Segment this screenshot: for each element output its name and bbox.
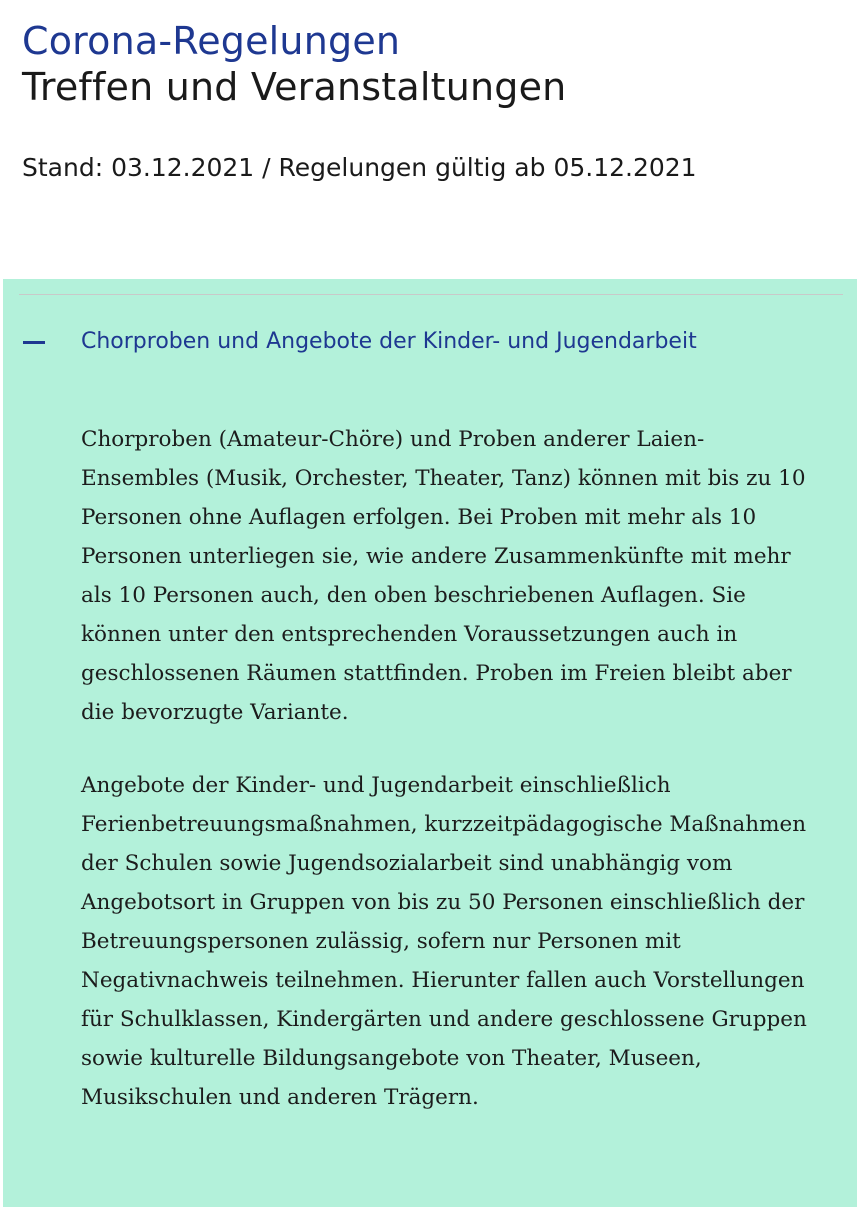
minus-icon[interactable] xyxy=(23,341,45,344)
stand-date: Stand: 03.12.2021 / Regelungen gültig ab 05.12.2021 xyxy=(22,153,697,182)
paragraph-jugendarbeit: Angebote der Kinder- und Jugendarbeit einschließlich Ferienbetreuungsmaßnahmen, kurzzeitpädagogische Maßnahmen der Schulen sowie Jugendsozialarbeit sind unabhängig vom Angebotsort in Gruppen von bis zu 50 Personen einschließlich der Betreuungspersonen zulässig, sofern nur Personen mit Negativnachweis teilnehmen. Hierunter fallen auch Vorstellungen für Schulklassen, Kindergärten und andere geschlossene Gruppen sowie kulturelle Bildungsangebote von Theater, Museen, Musikschulen und anderen Trägern. xyxy=(81,773,807,1110)
divider xyxy=(19,294,843,295)
accordion-panel xyxy=(3,279,857,1207)
paragraph-chorproben: Chorproben (Amateur-Chöre) und Proben anderer Laien-Ensembles (Musik, Orchester, Theater, Tanz) können mit bis zu 10 Personen ohne Auflagen erfolgen. Bei Proben mit mehr als 10 Personen unterliegen sie, wie andere Zusammenkünfte mit mehr als 10 Personen auch, den oben beschriebenen Auflagen. Sie können unter den entsprechenden Voraussetzungen auch in geschlossenen Räumen stattfinden. Proben im Freien bleibt aber die bevorzugte Variante. xyxy=(81,427,806,725)
accordion-header-chorproben[interactable]: Chorproben und Angebote der Kinder- und Jugendarbeit xyxy=(81,329,697,354)
page-header xyxy=(22,18,842,184)
page-title: Corona-Regelungen xyxy=(22,19,401,63)
accordion-content xyxy=(81,420,811,1117)
page-subtitle: Treffen und Veranstaltungen xyxy=(22,65,567,109)
